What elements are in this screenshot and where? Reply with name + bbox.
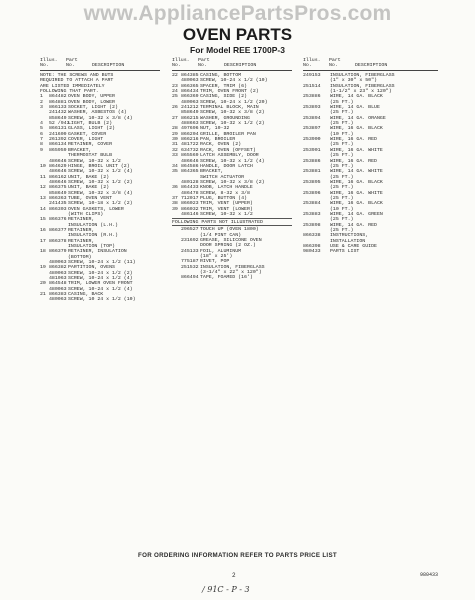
part-number: 253881 bbox=[303, 169, 321, 175]
header-no: No. bbox=[329, 63, 338, 69]
part-number: 866378 bbox=[49, 238, 67, 244]
part-description: INSULATION, FIBERGLASS bbox=[330, 73, 395, 78]
part-description: (25 FT.) bbox=[330, 99, 354, 105]
note-block bbox=[40, 73, 160, 94]
part-description: RIVET, POP bbox=[200, 259, 230, 265]
watermark: www.AppliancePartsPros.com bbox=[83, 2, 392, 25]
part-number: 866375 bbox=[49, 185, 67, 191]
part-description: RACK, OVEN (2) bbox=[200, 142, 242, 148]
illus-number: 11 bbox=[40, 174, 46, 180]
part-number: 866162 bbox=[49, 174, 67, 180]
part-description: LATCH ASSEMBLY, DOOR bbox=[200, 153, 259, 159]
not-illustrated-divider: FOLLOWING PARTS NOT ILLUSTRATED bbox=[172, 218, 292, 226]
part-number: 866377 bbox=[49, 227, 67, 233]
illus-number: 28 bbox=[172, 126, 178, 132]
parts-list bbox=[303, 73, 438, 255]
part-number: 866032 bbox=[181, 206, 199, 212]
part-number: 480128 bbox=[181, 179, 199, 185]
part-number: 866376 bbox=[49, 217, 67, 223]
model-subtitle: For Model REE 1700P-3 bbox=[190, 45, 285, 55]
part-description: TRIM, VENT (LOWER) bbox=[200, 206, 253, 212]
part-number: 866434 bbox=[181, 89, 199, 95]
part-description: PAN, BROILER bbox=[200, 137, 236, 143]
part-description: TRIM, LOWER OVEN FRONT bbox=[68, 281, 133, 287]
column-header bbox=[172, 58, 292, 71]
part-number: 864629 bbox=[49, 163, 67, 169]
part-description: SCREW, 10-32 x 3/8 (2) bbox=[200, 179, 265, 185]
part-number: 858649 bbox=[181, 110, 199, 116]
part-number: 866363 bbox=[49, 195, 67, 201]
illus-number: 33 bbox=[172, 153, 178, 159]
part-number: 866204 bbox=[181, 131, 199, 137]
part-number: 253886 bbox=[303, 158, 321, 164]
part-description: GLASS, LIGHT (2) bbox=[68, 126, 115, 132]
part-number: 241432 bbox=[49, 110, 67, 116]
part-number: 486646 bbox=[49, 169, 67, 175]
part-description: SCREW, 10-24 x 1/2 (10) bbox=[200, 78, 268, 84]
illus-number: 13 bbox=[40, 195, 46, 201]
part-number: 486646 bbox=[49, 158, 67, 164]
part-number: 866398 bbox=[303, 244, 321, 249]
part-description: SCREW, 10-18 x 1/2 (2) bbox=[68, 201, 133, 207]
part-description: WIRE, 14 GA. BLACK bbox=[330, 94, 383, 100]
illus-number: 39 bbox=[172, 206, 178, 212]
part-description: OVEN BODY, LOWER bbox=[68, 99, 115, 105]
illus-number: 27 bbox=[172, 115, 178, 121]
part-description: (25 FT.) bbox=[330, 174, 354, 180]
part-number: 865569 bbox=[181, 153, 199, 159]
illus-number: 24 bbox=[172, 89, 178, 95]
document-number: 980433 bbox=[420, 572, 439, 578]
part-number: 858649 bbox=[49, 115, 67, 121]
illus-number: 23 bbox=[172, 83, 178, 89]
illus-number: 21 bbox=[40, 292, 46, 298]
part-description: LIGHT, BULB (2) bbox=[68, 121, 113, 127]
part-number: 253900 bbox=[303, 137, 321, 143]
header-no: No. bbox=[198, 63, 207, 69]
part-description: OVEN BODY, UPPER bbox=[68, 94, 115, 100]
illus-number: 26 bbox=[172, 105, 178, 111]
part-description: OVEN GASKETS, LOWER bbox=[68, 206, 124, 212]
part-description: SCREW, 8-32 x 3/8 bbox=[200, 190, 250, 196]
part-description: HANDLE, DOOR LATCH bbox=[200, 163, 253, 169]
illus-number: 14 bbox=[40, 206, 46, 212]
part-description: SCREW, 10-32 x 1/2 (4) bbox=[68, 169, 133, 175]
part-description: WIRE, 14 GA. ORANGE bbox=[330, 115, 386, 121]
part-description: NUT, 10-32 bbox=[200, 126, 230, 132]
part-number: 251514 bbox=[303, 83, 321, 89]
illus-number: 19 bbox=[40, 265, 46, 271]
part-description: INSULATION, FIBERGLASS bbox=[330, 83, 395, 89]
part-description: SCREW, 10-32 x 3/8 (2) bbox=[200, 110, 265, 116]
illus-number: 1 bbox=[40, 94, 43, 100]
part-description: INSTALLATION bbox=[330, 238, 366, 244]
part-description: WIRE, 16 GA. WHITE bbox=[330, 147, 383, 153]
part-row bbox=[40, 297, 160, 302]
part-number: 866382 bbox=[49, 265, 67, 271]
illus-number: 22 bbox=[172, 73, 178, 78]
part-description: WIRE, 14 GA. WHITE bbox=[330, 169, 383, 175]
illus-number: 4 bbox=[40, 121, 43, 127]
part-number: 251532 bbox=[181, 264, 199, 270]
illus-number: 25 bbox=[172, 94, 178, 100]
part-number: 486646 bbox=[49, 179, 67, 185]
parts-column-1 bbox=[40, 58, 160, 303]
part-number: 253893 bbox=[303, 105, 321, 111]
part-description: CASING, BOTTOM bbox=[200, 73, 242, 78]
part-number: 253894 bbox=[303, 115, 321, 121]
part-description: RACK, OVEN (OFFSET) bbox=[200, 147, 256, 153]
parts-column-2 bbox=[172, 58, 292, 281]
part-number: 866216 bbox=[181, 137, 199, 143]
part-description: WIRE, 16 GA. BLACK bbox=[330, 201, 383, 207]
part-description: UNIT, BAKE (2) bbox=[68, 185, 110, 191]
part-number: 866131 bbox=[49, 126, 67, 132]
part-description: (1" x 30" x 50") bbox=[330, 78, 377, 84]
part-description: PLUG, BUTTON (4) bbox=[200, 195, 247, 201]
part-description: TERMINAL BLOCK, MAIN bbox=[200, 105, 259, 111]
part-description: FOIL, ALUMINUM bbox=[200, 248, 242, 254]
illus-number: 18 bbox=[40, 249, 46, 255]
illus-number: 16 bbox=[40, 227, 46, 233]
header-no: No. bbox=[172, 63, 181, 69]
part-description: SWITCH ACTUATOR bbox=[200, 174, 245, 180]
part-number: 866338 bbox=[303, 233, 321, 239]
part-description: SCREW, 10-24 x 1/2 (4) bbox=[68, 276, 133, 282]
part-description: (BOTTOM) bbox=[68, 254, 92, 260]
part-number: 864586 bbox=[181, 163, 199, 169]
part-description: CASING, BACK bbox=[68, 292, 104, 298]
part-description: SCREW, 10-24 x 1/2 (2) bbox=[68, 270, 133, 276]
part-number: 866023 bbox=[181, 201, 199, 207]
parts-list bbox=[172, 73, 292, 217]
part-number: 480063 bbox=[49, 286, 67, 292]
part-description: SCREW, 10-32 x 3/8 (4) bbox=[68, 115, 133, 121]
part-number: 241212 bbox=[181, 105, 199, 111]
part-number: 480063 bbox=[49, 260, 67, 266]
illus-number: 7 bbox=[40, 137, 43, 143]
illus-number: 2 bbox=[40, 99, 43, 105]
part-description: SCREW, 10-24 x 1/2 (4) bbox=[68, 286, 133, 292]
part-number: 866369 bbox=[181, 94, 199, 100]
part-number: 864365 bbox=[181, 169, 199, 175]
header-part: Part bbox=[329, 58, 341, 63]
part-number: 864881 bbox=[49, 99, 67, 105]
part-description: WIRE, 14 GA. GREEN bbox=[330, 211, 383, 217]
part-number: 864548 bbox=[49, 281, 67, 287]
illus-number: 10 bbox=[40, 163, 46, 169]
header-part: Part bbox=[66, 58, 78, 63]
illus-number: 5 bbox=[40, 126, 43, 132]
part-description: USE & CARE GUIDE bbox=[330, 244, 377, 249]
part-number: 481722 bbox=[181, 142, 199, 148]
part-description: GRILLE, BROILER PAN bbox=[200, 131, 256, 137]
part-description: INSTRUCTIONS, bbox=[330, 233, 369, 239]
illus-number: 3 bbox=[40, 105, 43, 111]
handwritten-note: ∕ 91C - P - 3 bbox=[202, 585, 250, 594]
illus-number: 32 bbox=[172, 147, 178, 153]
part-number: 52 /943 bbox=[49, 121, 70, 127]
header-no: No. bbox=[66, 63, 75, 69]
illus-number: 36 bbox=[172, 185, 178, 191]
part-description: (3-1/4" x 22" x 120") bbox=[200, 270, 262, 276]
part-number: 296527 bbox=[181, 227, 199, 233]
part-row bbox=[172, 212, 292, 217]
part-description: TAPE, FOAMED (16') bbox=[200, 275, 253, 281]
part-number: 712017 bbox=[181, 195, 199, 201]
part-number: 253897 bbox=[303, 126, 321, 132]
part-description: (1/4 PINT CAN) bbox=[200, 232, 242, 238]
note-line: ARE LISTED IMMEDIATELY bbox=[40, 83, 105, 89]
part-number: 864433 bbox=[181, 185, 199, 191]
part-description: HINGE, BROIL UNIT (2) bbox=[68, 163, 130, 169]
part-description: (25 FT.) bbox=[330, 121, 354, 127]
part-number: 864482 bbox=[49, 94, 67, 100]
part-number: 253898 bbox=[303, 222, 321, 228]
part-number: 486146 bbox=[181, 211, 199, 217]
part-description: RETAINER, bbox=[68, 217, 95, 223]
part-number: 480063 bbox=[49, 297, 67, 303]
part-description: TRIM, VENT (UPPER) bbox=[200, 201, 253, 207]
part-description: SPACER, TRIM (6) bbox=[200, 83, 247, 89]
part-description: SCREW, 10-32 x 1/2 (4) bbox=[200, 158, 265, 164]
part-number: 253895 bbox=[303, 179, 321, 185]
part-description: INSULATION (R.H.) bbox=[68, 233, 118, 239]
part-number: 241435 bbox=[49, 201, 67, 207]
header-illus: Illus. bbox=[40, 58, 58, 63]
part-number: 864385 bbox=[181, 73, 199, 78]
illus-number: 17 bbox=[40, 238, 46, 244]
note-line: REQUIRED TO ATTACH A PART bbox=[40, 78, 114, 84]
page-title: OVEN PARTS bbox=[182, 25, 293, 44]
part-number: 241609 bbox=[49, 131, 67, 137]
part-number: 866215 bbox=[181, 115, 199, 121]
part-description: TRIM, OVEN FRONT (2) bbox=[200, 89, 259, 95]
part-number: 245133 bbox=[181, 248, 199, 254]
part-number: 480063 bbox=[181, 99, 199, 105]
part-number: 866365 bbox=[181, 83, 199, 89]
part-description: (25 FT.) bbox=[330, 185, 354, 191]
part-description: BRACKET, bbox=[68, 147, 92, 153]
part-description: SCREW, 10-32 x 1/2 (2) bbox=[68, 179, 133, 185]
part-number: 488663 bbox=[181, 121, 199, 127]
illus-number: 38 bbox=[172, 201, 178, 207]
part-number: 866134 bbox=[49, 142, 67, 148]
part-description: COVER, LIGHT bbox=[68, 137, 104, 143]
illus-number: 12 bbox=[40, 185, 46, 191]
part-description: WIRE, 16 GA. BLACK bbox=[330, 126, 383, 132]
part-description: PARTITION, OVENS bbox=[68, 265, 115, 271]
illus-number: 29 bbox=[172, 131, 178, 137]
part-number: 480063 bbox=[181, 78, 199, 84]
part-row bbox=[303, 249, 438, 254]
part-description: KNOB, LATCH HANDLE bbox=[200, 185, 253, 191]
illus-number: 34 bbox=[172, 163, 178, 169]
illus-number: 30 bbox=[172, 137, 178, 143]
part-description: (18" x 25') bbox=[200, 254, 233, 259]
part-number: 775187 bbox=[181, 259, 199, 265]
part-description: CASING, SIDE (2) bbox=[200, 94, 247, 100]
part-description: SCREW, 10-24 x 1/2 (20) bbox=[200, 99, 268, 105]
part-number: 634732 bbox=[181, 147, 199, 153]
part-description: RETAINER, bbox=[68, 227, 95, 233]
part-description: INSULATION, FIBERGLASS bbox=[200, 264, 265, 270]
parts-list-not-illustrated bbox=[172, 227, 292, 280]
part-description: WIRE, 16 GA. RED bbox=[330, 137, 377, 143]
part-description: RETAINER, COVER bbox=[68, 142, 113, 148]
page-number: 2 bbox=[232, 572, 236, 579]
part-description: SOCKET, LIGHT (2) bbox=[68, 105, 118, 111]
part-description: (1-1/2" x 23" x 120") bbox=[330, 89, 392, 95]
part-number: 486646 bbox=[181, 158, 199, 164]
part-number: 253884 bbox=[303, 201, 321, 207]
part-description: RETAINER, INSULATION bbox=[68, 249, 127, 255]
part-number: 261392 bbox=[49, 137, 67, 143]
part-description: SCREW, 10-32 x 1/2 (2) bbox=[200, 121, 265, 127]
illus-number: 6 bbox=[40, 131, 43, 137]
part-number: 980433 bbox=[303, 249, 321, 255]
part-number: 866494 bbox=[181, 275, 199, 281]
part-description: SCREW, 10-24 x 1/2 (11) bbox=[68, 260, 136, 266]
part-description: WIRE, 16 GA. BLACK bbox=[330, 179, 383, 185]
part-description: RETAINER, bbox=[68, 238, 95, 244]
part-description: BRACKET, bbox=[200, 169, 224, 175]
part-number: 231692 bbox=[181, 237, 199, 243]
part-number: 858649 bbox=[49, 190, 67, 196]
part-number: 866303 bbox=[49, 206, 67, 212]
column-header bbox=[40, 58, 160, 71]
part-number: 866133 bbox=[49, 105, 67, 111]
part-description: GASKET, COVER bbox=[68, 131, 107, 137]
illus-number: 20 bbox=[40, 281, 46, 287]
parts-list bbox=[40, 94, 160, 302]
part-description: TUBE, OVEN VENT bbox=[68, 195, 113, 201]
header-description: DESCRIPTION bbox=[355, 63, 388, 69]
part-description: SCREW, 10 24 x 1/2 (10) bbox=[68, 297, 136, 303]
part-number: 249153 bbox=[303, 73, 321, 78]
part-description: (25 FT.) bbox=[330, 110, 354, 116]
part-description: SCREW, 10-32 x 3/8 (4) bbox=[68, 190, 133, 196]
part-description: PARTS LIST bbox=[330, 249, 360, 255]
part-description: (WITH CLIPS) bbox=[68, 211, 104, 217]
illus-number: 35 bbox=[172, 169, 178, 175]
part-description: THERMOSTAT BULB bbox=[68, 153, 113, 159]
part-number: 486478 bbox=[181, 190, 199, 196]
part-description: INSULATION (L.H.) bbox=[68, 222, 118, 228]
part-number: 253896 bbox=[303, 190, 321, 196]
part-description: WASHER, ASBESTOS (4) bbox=[68, 110, 127, 116]
illus-number: 9 bbox=[40, 147, 43, 153]
part-description: (25 FT.) bbox=[330, 153, 354, 159]
part-description: WIRE, 16 GA. WHITE bbox=[330, 190, 383, 196]
part-description: INSULATION (TOP) bbox=[68, 244, 115, 249]
part-description: WASHER, GROUNDING bbox=[200, 115, 250, 121]
part-description: GREASE, SILICONE OVEN bbox=[200, 237, 262, 243]
header-description: DESCRIPTION bbox=[92, 63, 125, 69]
part-description: WIRE, 14 GA. RED bbox=[330, 222, 377, 228]
part-description: WIRE, 14 GA. BLUE bbox=[330, 105, 380, 111]
illus-number: 37 bbox=[172, 195, 178, 201]
header-illus: Illus. bbox=[303, 58, 321, 63]
part-description: SCREW, 10-32 x 1/2 bbox=[68, 158, 121, 164]
header-illus: Illus. bbox=[172, 58, 190, 63]
column-header bbox=[303, 58, 438, 71]
part-number: 866383 bbox=[49, 292, 67, 298]
ordering-footer: FOR ORDERING INFORMATION REFER TO PARTS PRICE LIST bbox=[138, 552, 337, 559]
illus-number: 15 bbox=[40, 217, 46, 223]
part-row bbox=[172, 275, 292, 280]
part-description: (25 FT.) bbox=[330, 142, 354, 148]
illus-number: 8 bbox=[40, 142, 43, 148]
parts-column-3 bbox=[303, 58, 438, 255]
part-number: 480063 bbox=[49, 270, 67, 276]
header-no: No. bbox=[40, 63, 49, 69]
part-description: (25 FT.) bbox=[330, 195, 354, 201]
part-description: (25 FT.) bbox=[330, 217, 354, 223]
part-number: 481063 bbox=[49, 276, 67, 282]
part-number: 253883 bbox=[303, 211, 321, 217]
part-description: (25 FT.) bbox=[330, 227, 354, 233]
part-number: 253886 bbox=[303, 94, 321, 100]
note-line: FOLLOWING THAT PART. bbox=[40, 89, 99, 95]
part-description: WIRE, 16 GA. RED bbox=[330, 158, 377, 164]
part-description: (10 FT.) bbox=[330, 131, 354, 137]
header-no: No. bbox=[303, 63, 312, 69]
part-description: (10 FT.) bbox=[330, 206, 354, 212]
header-description: DESCRIPTION bbox=[224, 63, 257, 69]
header-part: Part bbox=[198, 58, 210, 63]
part-number: 866379 bbox=[49, 249, 67, 255]
part-description: TOUCH UP (OVEN 1800) bbox=[200, 227, 259, 233]
part-description: SCREW, 10-32 x 1/2 bbox=[200, 211, 253, 217]
part-number: 865959 bbox=[49, 147, 67, 153]
note-line: NOTE: THE SCREWS AND BUTS bbox=[40, 73, 114, 78]
part-number: 497696 bbox=[181, 126, 199, 132]
part-description: UNIT, BAKE (2) bbox=[68, 174, 110, 180]
part-description: DOOR SPRING (2 OZ.) bbox=[200, 243, 256, 249]
part-number: 253901 bbox=[303, 147, 321, 153]
illus-number: 31 bbox=[172, 142, 178, 148]
part-description: (25 FT.) bbox=[330, 163, 354, 169]
